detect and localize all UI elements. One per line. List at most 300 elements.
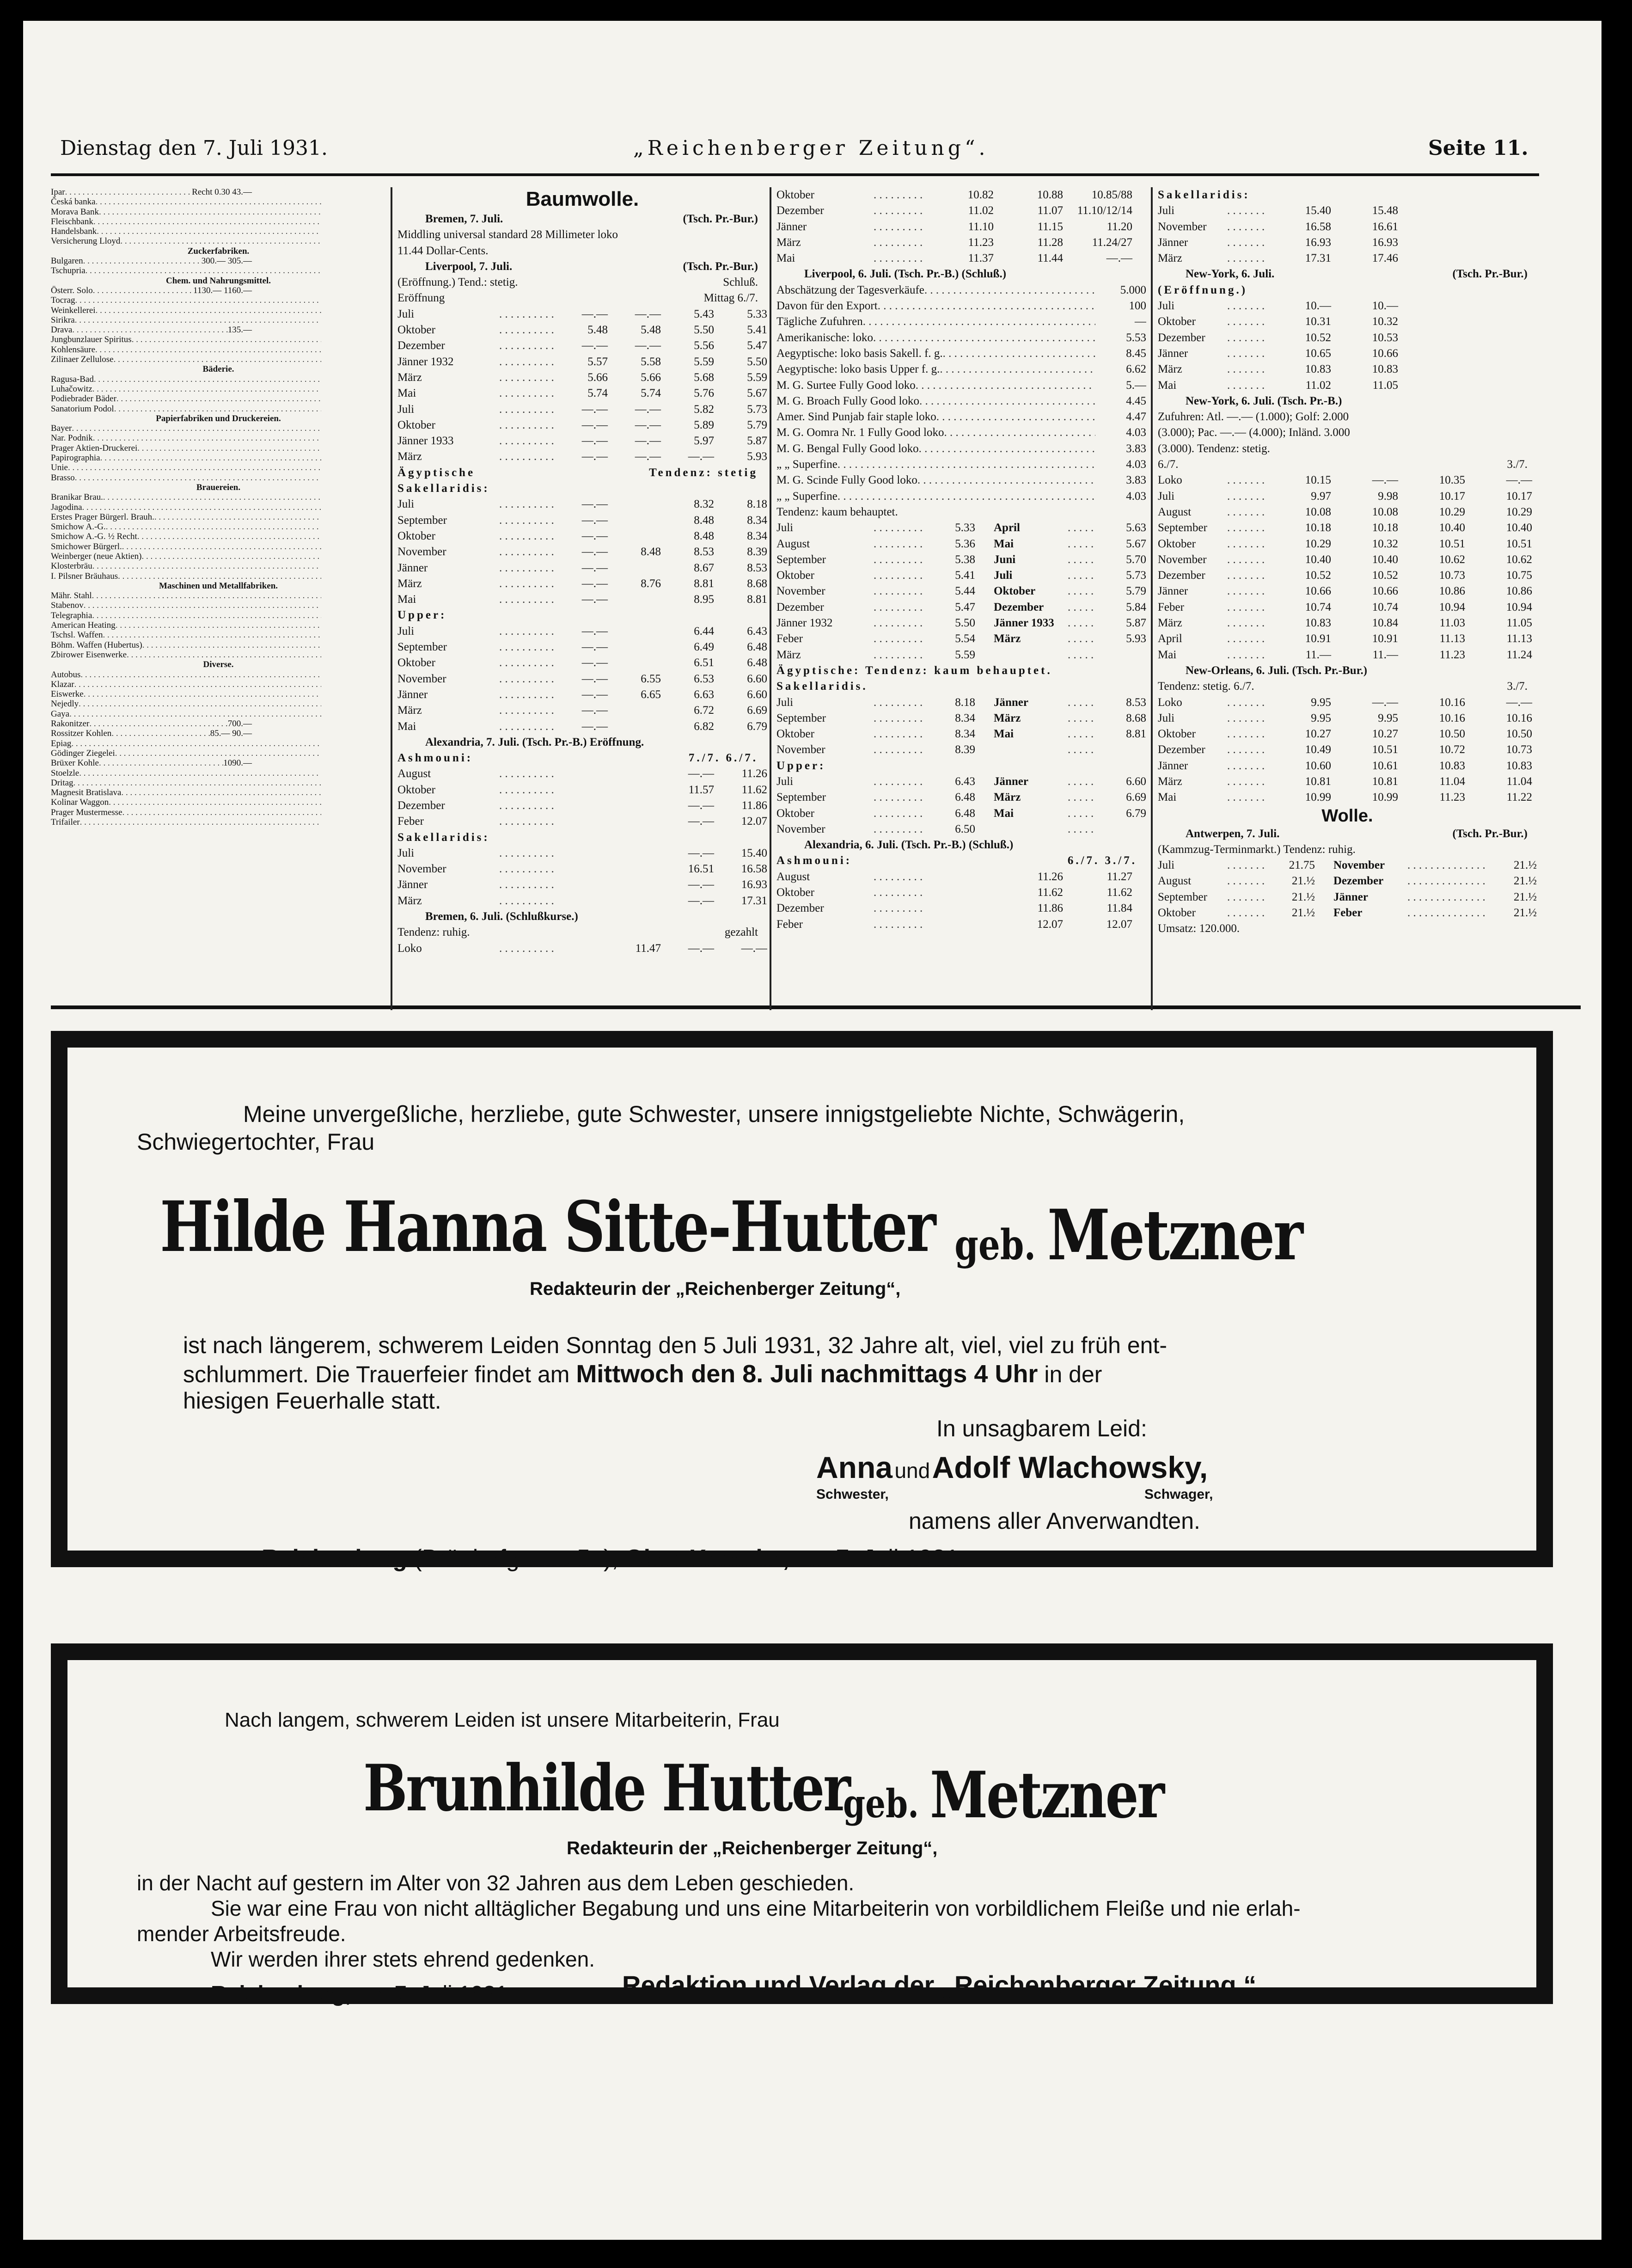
price-row [397,782,767,798]
stock-name: Jagodina [51,502,82,512]
leader-dots [1068,631,1095,647]
note-text: (Eröffnung.) Tend.: stetig. [397,276,518,289]
leader-dots [499,560,555,576]
newspaper-title: „Reichenberger Zeitung“. [633,136,989,160]
note-text: Bremen, 7. Juli. [425,213,503,225]
price-month [994,821,1068,837]
market-note [776,679,1146,694]
leader-dots [75,295,321,305]
leader-dots [499,846,555,861]
stock-name: Weinberger (neue Aktien) [51,551,142,561]
stock-row [51,463,386,472]
price-value: 5.74 [587,387,608,400]
price-value: 10.94 [1439,601,1465,613]
stock-name: Klazar [51,679,74,689]
price-value: 10.15 [1305,474,1331,487]
leader-dots [499,497,555,512]
stock-row [51,808,386,817]
price-value: 8.95 [694,593,714,606]
notice2-body1: in der Nacht auf gestern im Alter von 32 Jahren aus dem Leben geschieden. [137,1871,855,1895]
price-row [776,314,1146,330]
leader-dots [132,335,321,344]
price-value: 10.16 [1506,711,1532,724]
price-value: 21.½ [1292,890,1315,903]
price-value: 11.— [1372,648,1398,661]
stock-dashes [321,788,386,797]
section-title: Wolle. [1321,806,1373,826]
price-value: 10.83 [1305,363,1331,376]
leader-dots [1068,711,1095,726]
header-rule [51,173,1539,176]
price-value: 10.52 [1305,569,1331,582]
stock-value: 85.— 90.— [210,729,252,739]
notice2-role: Redakteurin der „Reichenberger Zeitung“, [567,1838,938,1858]
price-row-pair [776,568,1146,583]
stock-name: Magnesit Bratislava [51,788,122,798]
price-value: 8.81 [1126,728,1146,741]
price-value [608,798,661,814]
leader-dots [874,631,924,647]
note-text: New-Orleans, 6. Juli. (Tsch. Pr.-Bur.) [1186,664,1368,677]
market-note [1158,921,1537,937]
note-text: Tendenz: ruhig. [397,926,470,939]
leader-dots [874,885,924,901]
leader-dots [103,630,321,640]
note-text: Ashmouni: [776,854,852,867]
stock-dashes [321,532,386,541]
leader-dots [499,639,555,655]
leader-dots [1227,774,1264,790]
price-month: Jänner [1333,890,1368,903]
stock-dashes [321,729,386,738]
price-row [397,560,767,576]
price-month: März [397,450,422,463]
leader-dots [89,719,227,729]
price-month: Mai [994,807,1014,820]
stock-dashes [321,207,386,217]
price-row-pair [776,821,1146,837]
price-month: Mai [994,537,1014,550]
price-row [1158,631,1537,647]
price-month: März [994,711,1021,724]
leader-dots [142,552,322,561]
price-value: 10.29 [1305,537,1331,550]
stock-name: Branikar Brau. [51,492,103,503]
price-row-pair [776,806,1146,821]
stock-name: Mähr. Stahl [51,591,92,601]
market-note [1158,282,1537,298]
price-value: 10.74 [1372,601,1398,613]
leader-dots [82,503,321,512]
stock-row [51,709,386,719]
price-value: 6.60 [747,688,767,701]
market-bottom-rule [51,1005,1581,1009]
price-month: April [1158,632,1182,645]
price-row [397,624,767,639]
leader-dots [1227,742,1264,758]
stock-dashes [321,640,386,650]
market-note [776,853,1146,869]
stock-dashes [321,306,386,315]
price-value: 6.60 [747,672,767,685]
obituary-notice-family [51,1031,1553,1572]
leader-dots [499,941,555,956]
price-value: —.— [1372,696,1398,709]
leader-dots [499,798,555,814]
stock-dashes [321,492,386,502]
price-value: 16.58 [1305,220,1331,233]
price-month: Jänner 1932 [397,355,454,368]
leader-dots [916,378,1095,393]
obituary-notice-publisher [51,1643,1553,2004]
stock-name: Prager Mustermesse [51,807,122,817]
stock-row [51,266,386,276]
stock-row [51,197,386,207]
price-month: April [994,521,1020,534]
stock-name: Prager Aktien-Druckerei [51,443,138,453]
price-month: Jänner [397,688,428,701]
price-value [608,782,661,798]
price-row [1158,298,1537,314]
page-number: Seite 11. [1428,136,1528,160]
stock-dashes [321,295,386,305]
stock-name: Česká banka [51,197,96,207]
price-month: Juli [776,696,794,709]
price-value: 10.51 [1506,537,1532,550]
leader-dots [73,778,321,788]
price-value: 11.22 [1506,791,1532,804]
price-row-pair [776,536,1146,552]
stock-value: 700.— [227,719,252,729]
price-month: März [776,648,801,661]
stock-dashes [321,601,386,610]
notice1-name: Hilde Hanna Sitte-Hutter [160,1186,935,1268]
notice1-role: Redakteurin der „Reichenberger Zeitung“, [530,1279,901,1299]
price-month: September [776,791,826,804]
price-value: 5.33 [747,307,767,320]
leader-dots [499,814,555,829]
market-heading [397,909,767,925]
price-value [555,846,608,861]
price-value: 8.39 [747,546,767,558]
price-value: 5.38 [955,553,975,566]
quote-value: 5.53 [1126,331,1146,344]
price-value: 8.68 [1126,711,1146,724]
price-month: Loko [397,942,422,955]
price-month: Jänner [1158,585,1188,598]
note-text: (3.000). Tendenz: stetig. [1158,442,1270,455]
cotton-table [397,211,767,956]
stock-row [51,315,386,325]
price-month: Dezember [397,799,445,812]
price-value: 8.18 [747,498,767,511]
price-row-pair [776,774,1146,790]
leader-dots [874,695,924,711]
price-month: Oktober [776,189,814,201]
leader-dots [84,689,321,699]
quote-label: M. G. Scinde Fully Good loko [776,474,917,487]
notice1-ceremony-date: Mittwoch den 8. Juli nachmittags 4 Uhr [576,1360,1038,1388]
stock-dashes [321,571,386,581]
stock-row [51,542,386,552]
price-value: 11.44 [1037,252,1063,265]
leader-dots [72,325,227,335]
leader-dots [874,711,924,726]
price-row [776,203,1146,219]
notice1-und: und [894,1459,930,1483]
leader-dots [874,552,924,568]
note-text-right: 6./7. 3./7. [1067,854,1137,867]
price-value: —.— [635,435,661,447]
leader-dots [1068,806,1095,821]
leader-dots [499,719,555,735]
price-month: Feber [776,632,803,645]
stock-row [51,788,386,797]
stock-name: Österr. Solo [51,285,93,295]
price-value: 6.51 [694,656,714,669]
stock-row [51,374,386,384]
stock-group-heading [51,246,386,256]
leader-dots [874,869,924,885]
price-value: —.— [688,799,714,812]
price-value: —.— [741,942,767,955]
stock-name: Stoelzle [51,768,79,778]
leader-dots [74,680,321,689]
price-value [924,917,994,932]
price-month: Juli [397,846,415,859]
price-month: November [776,585,825,598]
leader-dots [1227,489,1264,504]
leader-dots [1227,298,1264,314]
notice2-date: am 7. Juli 1931. [357,1982,514,2006]
stock-name: Böhm. Waffen (Hubertus) [51,640,142,650]
stock-name: Jungbunzlauer Spiritus [51,335,132,345]
price-value: —.— [581,641,608,654]
liverpool-table [776,187,1146,932]
notice2-geb: geb. [843,1781,919,1827]
price-value: 16.93 [741,878,767,891]
price-value [555,782,608,798]
leader-dots [68,463,321,472]
stock-row [51,778,386,788]
quote-label: Aegyptische: loko basis Upper f. g. [776,363,940,376]
price-month: Juli [776,521,794,534]
price-row-pair [776,711,1146,726]
price-row [776,869,1146,885]
stock-dashes [321,266,386,276]
price-value: 21.½ [1514,890,1537,903]
leader-dots [118,571,321,581]
leader-dots [83,256,202,266]
leader-dots [1227,235,1264,251]
stock-dashes [321,719,386,729]
leader-dots [109,797,321,807]
stock-dashes [321,227,386,236]
price-month: August [776,870,810,883]
price-value: —.— [688,815,714,828]
note-text: New-York, 6. Juli. [1186,268,1275,281]
market-note [1158,457,1537,472]
quote-label: M. G. Bengal Fully Good loko [776,442,919,455]
leader-dots [1227,552,1264,568]
stock-row [51,394,386,404]
stock-dashes [321,404,386,414]
price-value: 6.49 [694,641,714,654]
price-value [555,814,608,829]
price-value: 6.48 [955,791,975,804]
note-text: New-York, 6. Juli. (Tsch. Pr.-B.) [1186,394,1342,407]
stock-row [51,217,386,227]
leader-dots [1068,600,1095,615]
leader-dots [874,235,924,251]
price-value: 8.76 [641,577,661,590]
stock-group-heading [51,581,386,591]
stock-name: Brüxer Kohle [51,758,99,768]
leader-dots [80,670,321,680]
price-row [397,703,767,718]
price-value: 5.74 [641,387,661,400]
price-row [397,528,767,544]
note-text-right: (Tsch. Pr.-Bur.) [1452,268,1528,281]
price-value [608,846,661,861]
price-value: 5.57 [587,355,608,368]
note-text: (Kammzug-Terminmarkt.) Tendenz: ruhig. [1158,843,1356,856]
leader-dots [115,748,321,758]
price-month: August [776,537,810,550]
leader-dots [111,729,210,738]
price-value: 21.½ [1292,907,1315,919]
market-note [397,830,767,846]
price-row-pair [776,790,1146,805]
newspaper-page [23,21,1601,2240]
price-month: Dezember [776,902,824,915]
price-value: 5.58 [641,355,661,368]
price-value: 10.52 [1372,569,1398,582]
price-value: 11.23 [1439,648,1465,661]
price-value: 12.07 [741,815,767,828]
price-month: Feber [1333,907,1363,919]
price-month: September [397,641,447,654]
price-value: 15.40 [1305,204,1331,217]
price-row [397,639,767,655]
price-value: 10.81 [1372,775,1398,788]
stock-row [51,739,386,748]
note-text-right: 3./7. [1507,458,1528,471]
leader-dots [499,370,555,386]
leader-dots [1227,858,1264,873]
leader-dots [1227,583,1264,599]
price-row [397,433,767,449]
stock-name: Kohlensäure [51,344,96,355]
price-month: Dezember [397,339,445,352]
price-month: März [397,704,422,717]
stock-name: Klosterbräu [51,561,92,571]
leader-dots [99,207,321,217]
price-value: 6.50 [955,822,975,835]
leader-dots [944,425,1096,441]
note-text: (3.000); Pac. —.— (4.000); Inländ. 3.000 [1158,426,1350,439]
price-value: 10.17 [1439,490,1465,503]
price-value: 11.84 [1106,902,1132,915]
market-note [397,750,767,766]
leader-dots [499,861,555,877]
stock-name: Smichow A.-G. ½ Recht [51,532,137,542]
price-month: Mai [397,387,416,400]
stock-row [51,699,386,709]
price-value [608,719,661,735]
notice1-body3: hiesigen Feuerhalle statt. [183,1388,441,1414]
stock-name: American Heating [51,620,116,631]
notice2-body3: mender Arbeitsfreude. [137,1922,346,1946]
price-value [555,798,608,814]
price-row [776,330,1146,346]
price-value: 6.69 [1126,791,1146,804]
stock-name: Zbirower Eisenwerke [51,650,127,660]
price-row [1158,362,1537,377]
price-value: 8.67 [694,561,714,574]
stock-dashes [321,522,386,532]
price-value: 6.69 [747,704,767,717]
price-row-pair [776,631,1146,647]
price-value [555,893,608,909]
price-value: 16.58 [741,863,767,876]
notice2-signature: Redaktion und Verlag der „Reichenberger Zeitung.“ [622,1970,1257,1999]
leader-dots [1068,520,1095,536]
price-month: Dezember [1333,875,1384,888]
price-value: —.— [581,307,608,320]
stock-dashes [321,423,386,433]
price-value: 11.04 [1439,775,1465,788]
leader-dots [1068,568,1095,583]
price-value: —.— [688,878,714,891]
leader-dots [874,583,924,599]
price-value: 11.37 [968,252,994,265]
price-value: 6.65 [641,688,661,701]
quote-value: 100 [1129,300,1146,313]
price-value [608,497,661,512]
price-value: 17.31 [741,894,767,907]
price-value: —.— [581,720,608,733]
price-value: 10.40 [1372,553,1398,566]
price-month [994,647,1068,663]
price-value: 5.68 [694,371,714,384]
price-row [397,814,767,829]
stock-row [51,355,386,364]
leader-dots [1227,520,1264,536]
price-value: 5.79 [747,418,767,431]
price-row [397,671,767,687]
price-value: 11.07 [1037,204,1063,217]
price-value [1095,647,1146,663]
stock-dashes [321,670,386,680]
price-value: 10.51 [1439,537,1465,550]
notice1-sig2: Adolf Wlachowsky, [932,1450,1208,1484]
stock-dashes [321,315,386,325]
leader-dots [1068,583,1095,599]
market-heading [1158,266,1537,282]
market-heading [1158,393,1537,409]
price-value: —.— [688,942,714,955]
leader-dots [1227,873,1264,889]
stock-dashes [321,797,386,807]
price-row-pair [776,520,1146,536]
price-row [1158,568,1537,583]
leader-dots [1068,536,1095,552]
price-month: Oktober [1158,537,1196,550]
price-value: —.— [688,450,714,463]
price-row [1158,378,1537,393]
price-row [1158,489,1537,504]
